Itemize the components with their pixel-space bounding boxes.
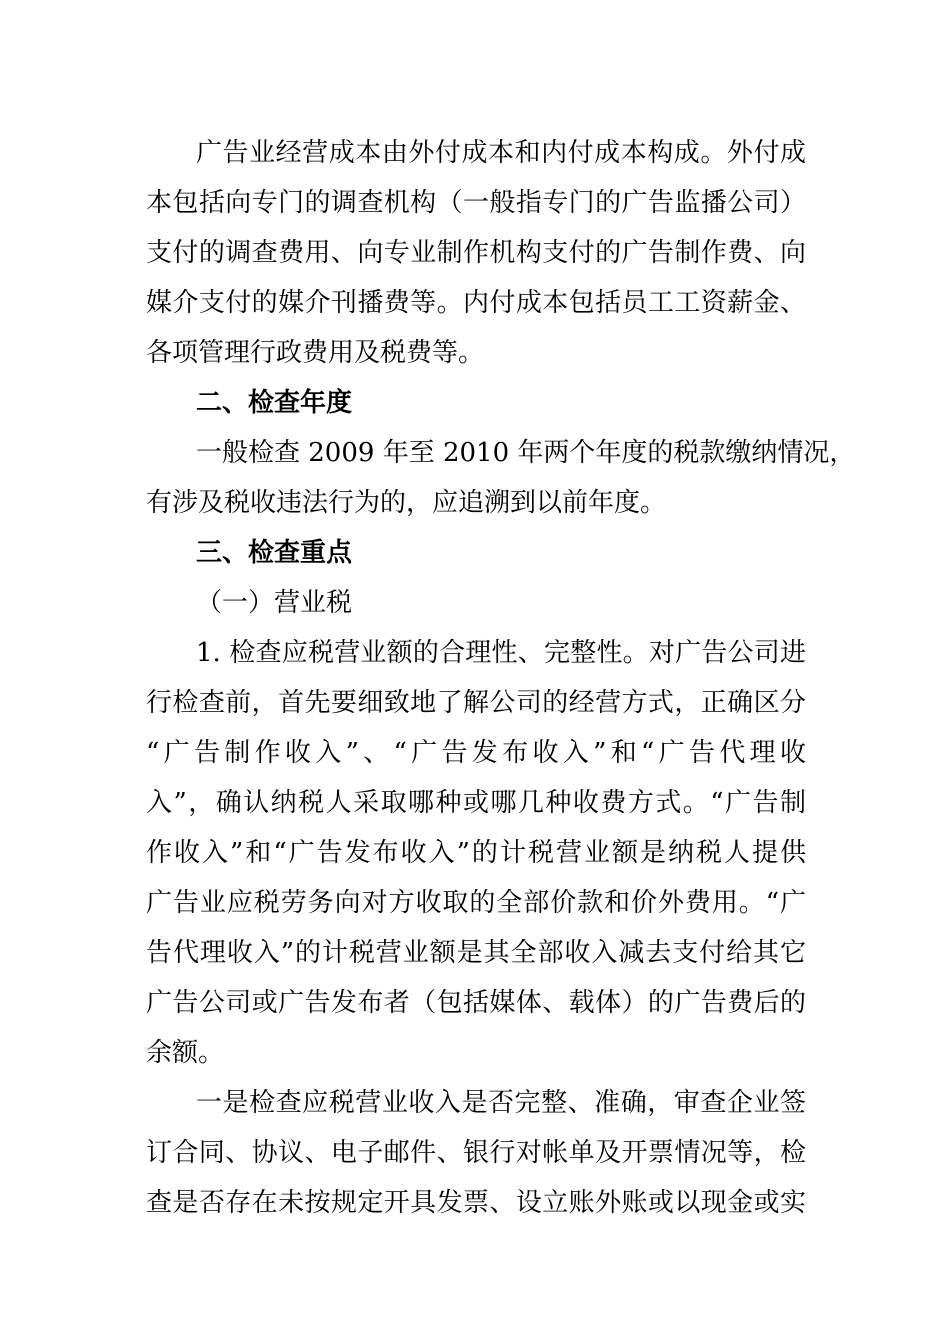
paragraph-line: 广告公司或广告发布者（包括媒体、载体）的广告费后的 (146, 988, 806, 1018)
paragraph-line: 订合同、协议、电子邮件、银行对帐单及开票情况等，检 (146, 1138, 806, 1168)
section-heading-inspection-focus: 三、检查重点 (196, 538, 353, 568)
paragraph-line: 各项管理行政费用及税费等。 (146, 338, 485, 368)
paragraph-line: 有涉及税收违法行为的，应追溯到以前年度。 (146, 488, 667, 518)
subsection-heading-business-tax: （一）营业税 (196, 588, 353, 618)
paragraph-line: 支付的调查费用、向专业制作机构支付的广告制作费、向 (146, 238, 806, 268)
paragraph-line: 余额。 (146, 1038, 225, 1068)
paragraph-line: 行检查前，首先要细致地了解公司的经营方式，正确区分 (146, 688, 806, 718)
section-heading-inspection-year: 二、检查年度 (196, 388, 353, 418)
paragraph-line: 作收入”和“广告发布收入”的计税营业额是纳税人提供 (146, 838, 806, 868)
paragraph-line: 一般检查 2009 年至 2010 年两个年度的税款缴纳情况， (196, 438, 856, 468)
paragraph-line: 一是检查应税营业收入是否完整、准确，审查企业签 (196, 1088, 806, 1118)
paragraph-line: 广告业应税劳务向对方收取的全部价款和价外费用。“广 (146, 888, 806, 918)
paragraph-line: 媒介支付的媒介刊播费等。内付成本包括员工工资薪金、 (146, 288, 806, 318)
paragraph-line: 告代理收入”的计税营业额是其全部收入减去支付给其它 (146, 938, 806, 968)
paragraph-line: 本包括向专门的调查机构（一般指专门的广告监播公司） (146, 188, 806, 218)
paragraph-line: “广告制作收入”、“广告发布收入”和“广告代理收 (146, 738, 806, 768)
paragraph-line: 入”，确认纳税人采取哪种或哪几种收费方式。“广告制 (146, 788, 806, 818)
paragraph-line: 查是否存在未按规定开具发票、设立账外账或以现金或实 (146, 1188, 806, 1218)
paragraph-line: 1. 检查应税营业额的合理性、完整性。对广告公司进 (196, 638, 806, 668)
paragraph-line: 广告业经营成本由外付成本和内付成本构成。外付成 (196, 138, 806, 168)
